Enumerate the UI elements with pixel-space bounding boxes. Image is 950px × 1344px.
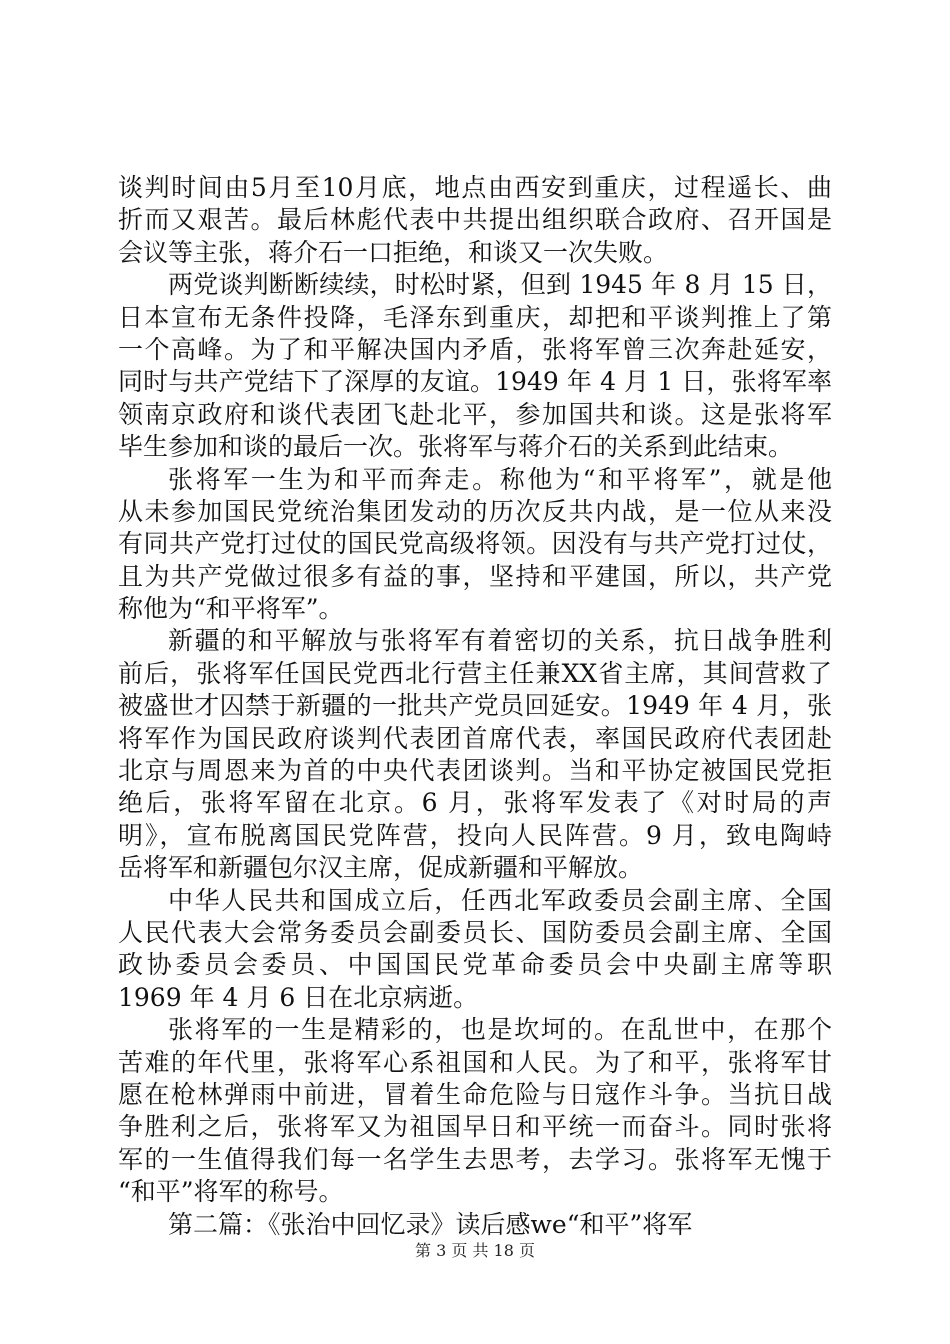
text-line: 愿在枪林弹雨中前进，冒着生命危险与日寇作斗争。当抗日战 (118, 1079, 832, 1109)
paragraph-first-line: 中华人民共和国成立后，任西北军政委员会副主席、全国 (168, 885, 832, 915)
document-body (118, 172, 832, 1241)
text-line: 会议等主张，蒋介石一口拒绝，和谈又一次失败。 (118, 237, 669, 267)
text-line: 苦难的年代里，张将军心系祖国和人民。为了和平，张将军甘 (118, 1047, 832, 1077)
text-line: 同时与共产党结下了深厚的友谊。1949 年 4 月 1 日，张将军率 (118, 367, 832, 397)
text-line: 绝后，张将军留在北京。6 月，张将军发表了《对时局的声 (118, 788, 832, 818)
text-line: 被盛世才囚禁于新疆的一批共产党员回延安。1949 年 4 月，张 (118, 691, 832, 721)
text-line: 折而又艰苦。最后林彪代表中共提出组织联合政府、召开国是 (118, 205, 832, 235)
text-line: 军的一生值得我们每一名学生去思考，去学习。张将军无愧于 (118, 1144, 832, 1174)
text-line: 岳将军和新疆包尔汉主席，促成新疆和平解放。 (118, 853, 644, 883)
paragraph-first-line: 张将军一生为和平而奔走。称他为“和平将军”，就是他 (168, 464, 832, 494)
text-line: 有同共产党打过仗的国民党高级将领。因没有与共产党打过仗， (118, 529, 832, 559)
text-line: 一个高峰。为了和平解决国内矛盾，张将军曾三次奔赴延安， (118, 334, 832, 364)
text-line: 领南京政府和谈代表团飞赴北平，参加国共和谈。这是张将军 (118, 399, 832, 429)
text-line: 北京与周恩来为首的中央代表团谈判。当和平协定被国民党拒 (118, 756, 832, 786)
paragraph-first-line: 新疆的和平解放与张将军有着密切的关系，抗日战争胜利 (168, 626, 832, 656)
text-line: “和平”将军的称号。 (118, 1177, 344, 1207)
text-line: 且为共产党做过很多有益的事，坚持和平建国，所以，共产党 (118, 561, 832, 591)
paragraph-first-line: 张将军的一生是精彩的，也是坎坷的。在乱世中，在那个 (168, 1015, 832, 1045)
paragraph-first-line: 两党谈判断断续续，时松时紧，但到 1945 年 8 月 15 日， (168, 270, 832, 300)
text-line: 明》，宣布脱离国民党阵营，投向人民阵营。9 月，致电陶峙 (118, 820, 832, 850)
section-heading: 第二篇：《张治中回忆录》读后感we“和平”将军 (168, 1209, 693, 1239)
text-line: 毕生参加和谈的最后一次。张将军与蒋介石的关系到此结束。 (118, 432, 794, 462)
text-line: 争胜利之后，张将军又为祖国早日和平统一而奋斗。同时张将 (118, 1112, 832, 1142)
text-line: 政协委员会委员、中国国民党革命委员会中央副主席等职 (118, 950, 832, 980)
page-footer: 第 3 页 共 18 页 (415, 1241, 535, 1260)
text-line: 人民代表大会常务委员会副委员长、国防委员会副主席、全国 (118, 917, 832, 947)
text-line: 日本宣布无条件投降，毛泽东到重庆，却把和平谈判推上了第 (118, 302, 832, 332)
text-line: 谈判时间由5月至10月底，地点由西安到重庆，过程遥长、曲 (118, 173, 832, 202)
text-line: 从未参加国民党统治集团发动的历次反共内战，是一位从来没 (118, 496, 832, 526)
text-line: 前后，张将军任国民党西北行营主任兼XX省主席，其间营救了 (118, 658, 832, 688)
text-line: 称他为“和平将军”。 (118, 594, 344, 624)
text-line: 将军作为国民政府谈判代表团首席代表，率国民政府代表团赴 (118, 723, 832, 753)
text-line: 1969 年 4 月 6 日在北京病逝。 (118, 982, 479, 1012)
